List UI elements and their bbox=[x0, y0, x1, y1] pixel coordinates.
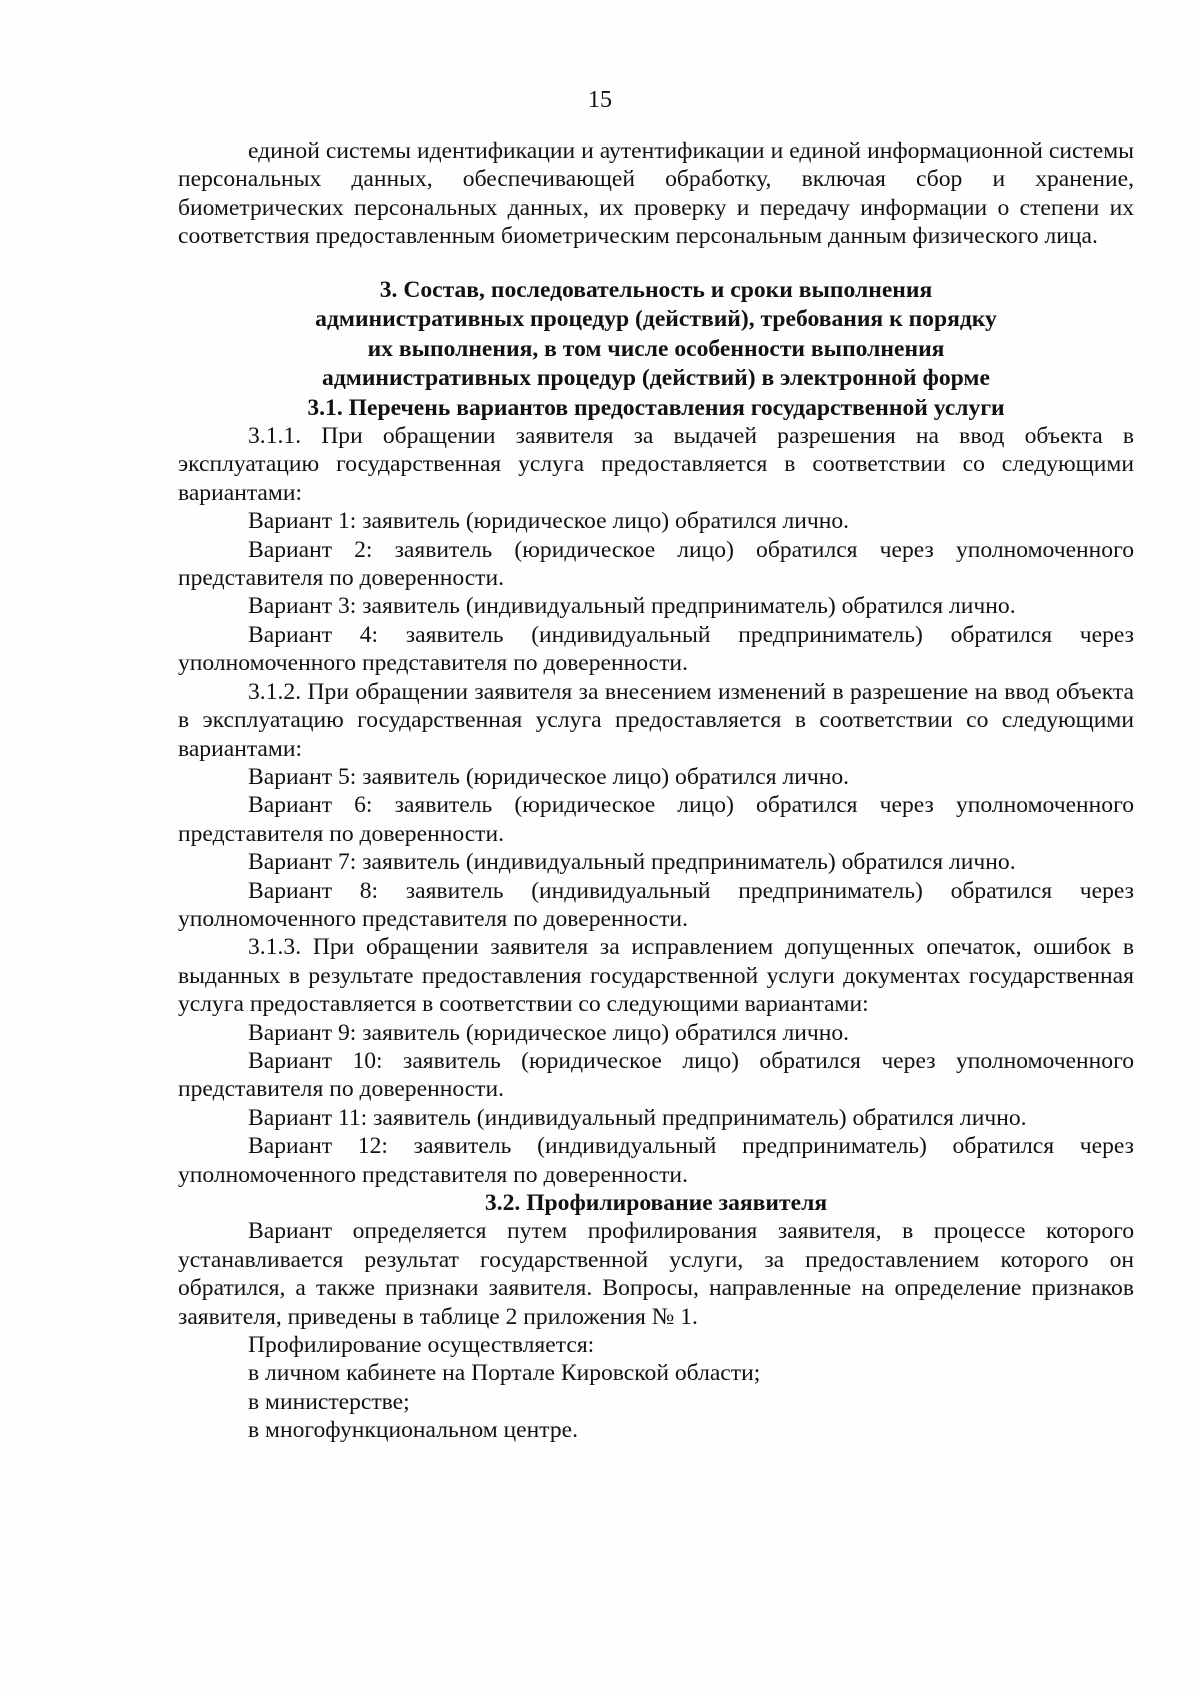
section-3-2-heading: 3.2. Профилирование заявителя bbox=[484, 1190, 828, 1216]
section-3-heading-line: их выполнения, в том числе особенности выполнения bbox=[367, 335, 945, 362]
intro-paragraph: единой системы идентификации и аутентификации и единой информационной системы персональных данных, обеспечивающей обработку, включая сбор и хранение, биометрических персональных данных, их проверку и передачу информации о степени их соответствия предоставленным биометрическим персональным данным физического лица. bbox=[178, 138, 1134, 250]
variant-10: Вариант 10: заявитель (юридическое лицо) обратился через уполномоченного представителя по доверенности. bbox=[178, 1047, 1134, 1103]
profiling-paragraph: Вариант определяется путем профилирования заявителя, в процессе которого устанавливается результат государственной услуги, за предоставлением которого он обратился, а также признаки заявителя. Вопросы, направленные на определение признаков заявителя, приведены в таблице 2 приложения № 1. bbox=[178, 1218, 1134, 1330]
section-3-heading-line: 3. Состав, последовательность и сроки выполнения bbox=[379, 276, 933, 303]
section-3-heading-line: административных процедур (действий), требования к порядку bbox=[315, 306, 997, 333]
paragraph-3-1-2: 3.1.2. При обращении заявителя за внесением изменений в разрешение на ввод объекта в эксплуатацию государственная услуга предоставляется в соответствии со следующими вариантами: bbox=[178, 678, 1134, 762]
variant-3: Вариант 3: заявитель (индивидуальный предприниматель) обратился лично. bbox=[248, 593, 1016, 620]
section-3-1-heading: 3.1. Перечень вариантов предоставления государственной услуги bbox=[307, 394, 1005, 421]
variant-1: Вариант 1: заявитель (юридическое лицо) обратился лично. bbox=[248, 508, 850, 535]
variant-7: Вариант 7: заявитель (индивидуальный предприниматель) обратился лично. bbox=[248, 849, 1016, 876]
profiling-place-portal: в личном кабинете на Портале Кировской области; bbox=[248, 1360, 761, 1387]
profiling-place-mfc: в многофункциональном центре. bbox=[248, 1417, 579, 1444]
variant-9: Вариант 9: заявитель (юридическое лицо) обратился лично. bbox=[248, 1019, 850, 1046]
section-3-heading bbox=[178, 276, 1134, 394]
variant-12: Вариант 12: заявитель (индивидуальный предприниматель) обратился через уполномоченного представителя по доверенности. bbox=[178, 1133, 1134, 1188]
variant-2: Вариант 2: заявитель (юридическое лицо) обратился через уполномоченного представителя по доверенности. bbox=[178, 536, 1134, 592]
profiling-intro: Профилирование осуществляется: bbox=[248, 1332, 595, 1359]
paragraph-3-1-3: 3.1.3. При обращении заявителя за исправлением допущенных опечаток, ошибок в выданных в результате предоставления государственной услуги документах государственная услуга предоставляется в соответствии со следующими вариантами: bbox=[178, 934, 1134, 1018]
section-3-heading-line: административных процедур (действий) в электронной форме bbox=[322, 365, 990, 392]
profiling-place-ministry: в министерстве; bbox=[248, 1388, 410, 1415]
variant-4: Вариант 4: заявитель (индивидуальный предприниматель) обратился через уполномоченного представителя по доверенности. bbox=[178, 621, 1134, 677]
page-number: 15 bbox=[588, 87, 612, 113]
variant-11: Вариант 11: заявитель (индивидуальный предприниматель) обратился лично. bbox=[248, 1104, 1027, 1131]
variant-6: Вариант 6: заявитель (юридическое лицо) обратился через уполномоченного представителя по доверенности. bbox=[178, 792, 1134, 847]
document-body bbox=[178, 137, 1134, 1445]
paragraph-3-1-1: 3.1.1. При обращении заявителя за выдачей разрешения на ввод объекта в эксплуатацию государственная услуга предоставляется в соответствии со следующими вариантами: bbox=[178, 423, 1134, 506]
variant-8: Вариант 8: заявитель (индивидуальный предприниматель) обратился через уполномоченного представителя по доверенности. bbox=[178, 877, 1134, 932]
variant-5: Вариант 5: заявитель (юридическое лицо) обратился лично. bbox=[248, 763, 850, 790]
